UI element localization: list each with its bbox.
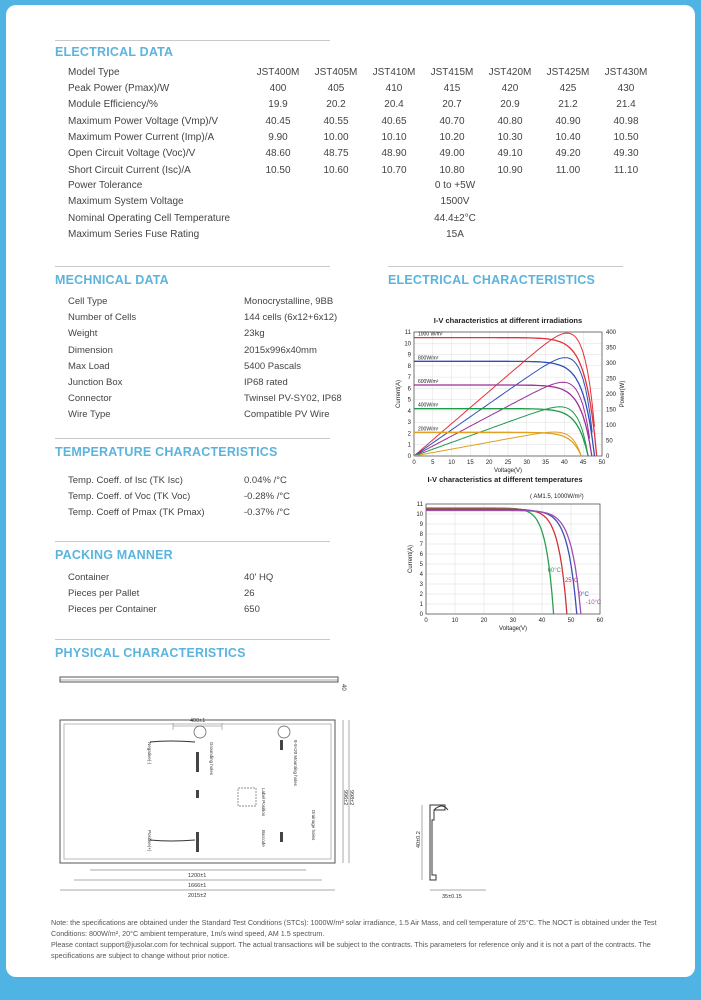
electrical-cell: 49.20: [555, 148, 581, 160]
electrical-cell: 410: [385, 83, 403, 94]
module-drawing: [50, 670, 690, 905]
y2-tick-label: 100: [606, 423, 617, 429]
y-tick-label: 4: [407, 408, 411, 415]
electrical-row-label: Maximum Power Voltage (Vmp)/V: [68, 115, 219, 127]
x-tick-label: 40: [561, 460, 568, 466]
electrical-data-title: ELECTRICAL DATA: [55, 45, 174, 59]
y-tick-label: 7: [407, 375, 411, 382]
electrical-shared-value: 15A: [446, 228, 464, 240]
electrical-cell: 40.45: [265, 115, 291, 127]
electrical-cell: 10.90: [497, 164, 523, 176]
mechanical-label: Wire Type: [68, 409, 111, 421]
y-tick-label: 11: [416, 502, 423, 508]
electrical-cell: 10.50: [265, 164, 291, 176]
electrical-characteristics-title: ELECTRICAL CHARACTERISTICS: [388, 273, 596, 287]
electrical-cell: 430: [617, 83, 635, 94]
chart-title: I-V characteristics at different temperatures: [427, 475, 583, 484]
x-tick-label: 25: [504, 460, 512, 466]
model-header: JST405M: [314, 67, 358, 78]
mechanical-value: Compatible PV Wire: [244, 409, 330, 421]
top-dim-label: 400±1: [190, 718, 206, 724]
mechanical-label: Connector: [68, 393, 112, 405]
mechanical-value: Monocrystalline, 9BB: [244, 296, 334, 307]
x-tick-label: 50: [567, 618, 575, 624]
y-tick-label: 2: [407, 431, 411, 438]
mounting-detail-circle: [278, 726, 290, 738]
electrical-cell: 40.90: [555, 115, 581, 127]
electrical-shared-label: Power Tolerance: [68, 180, 143, 191]
electrical-cell: 420: [501, 83, 519, 94]
electrical-row-label: Short Circuit Current (Isc)/A: [68, 164, 191, 176]
temperature-label: Temp. Coeff of Pmax (TK Pmax): [68, 507, 205, 519]
temperature-value: -0.28% /°C: [244, 491, 291, 503]
x-tick-label: 0: [412, 460, 416, 466]
series-label: 600W/m²: [418, 378, 439, 385]
y-tick-label: 4: [419, 572, 423, 578]
y-tick-label: 3: [419, 582, 423, 588]
mechanical-label: Weight: [68, 328, 98, 340]
mechanical-label: Dimension: [68, 344, 113, 356]
model-header: JST415M: [430, 67, 474, 78]
series-label: 60°C: [547, 568, 562, 574]
y2-axis-label: Power(W): [620, 380, 626, 408]
electrical-cell: 21.4: [616, 99, 636, 111]
electrical-shared-label: Maximum Series Fuse Rating: [68, 228, 200, 240]
model-type-label: Model Type: [68, 67, 120, 78]
electrical-cell: 9.90: [268, 131, 288, 143]
series-label: -10°C: [585, 600, 602, 606]
electrical-row-label: Peak Power (Pmax)/W: [68, 83, 170, 94]
mounting-holes-label: 8-9×20 Mounting holes: [293, 740, 298, 786]
electrical-cell: 10.60: [323, 164, 349, 176]
y-tick-label: 5: [407, 397, 411, 404]
y-tick-label: 1: [419, 602, 423, 608]
y-tick-label: 5: [419, 562, 423, 568]
y-tick-label: 7: [419, 542, 423, 548]
bottom-dim-1: 1200±1: [188, 873, 207, 879]
iv-curve-series: [414, 385, 592, 456]
physical-characteristics-title: PHYSICAL CHARACTERISTICS: [55, 646, 246, 660]
iv-curve-series: [426, 509, 567, 614]
electrical-divider: [55, 40, 330, 41]
series-label: 25°C: [564, 578, 579, 584]
electrical-cell: 10.80: [439, 164, 465, 176]
packing-label: Pieces per Container: [68, 604, 157, 616]
y-tick-label: 10: [416, 512, 423, 518]
mechanical-value: 23kg: [244, 328, 265, 340]
chart-annotation: ( AM1.5, 1000W/m²): [530, 494, 584, 500]
y-tick-label: 6: [419, 552, 423, 558]
model-header: JST420M: [488, 67, 532, 78]
series-label: 1000 W/m²: [418, 331, 443, 338]
y-tick-label: 8: [419, 532, 423, 538]
drainage-holes-label: Drainage holes: [311, 810, 316, 841]
series-label: 400W/m²: [418, 402, 439, 409]
side-dim-label: 40: [340, 684, 346, 691]
x-tick-label: 10: [451, 618, 459, 624]
electrical-cell: 49.30: [613, 148, 639, 160]
y-tick-label: 10: [404, 341, 411, 348]
electrical-cell: 10.40: [555, 131, 581, 143]
electrical-cell: 10.70: [381, 164, 407, 176]
x-axis-label: Voltage(V): [498, 626, 528, 632]
y-tick-label: 1: [407, 442, 411, 449]
profile-height-label: 40±0.2: [416, 831, 422, 848]
iv-curve-series: [426, 511, 581, 615]
electrical-cell: 40.55: [323, 115, 349, 127]
x-tick-label: 10: [448, 460, 455, 466]
electrical-cell: 10.20: [439, 131, 465, 143]
model-header: JST400M: [256, 67, 300, 78]
model-header: JST430M: [604, 67, 648, 78]
temperature-value: 0.04% /°C: [244, 475, 287, 486]
iv-curve-series: [414, 432, 581, 456]
label-position-box: [238, 788, 256, 806]
electrical-cell: 11.00: [555, 164, 581, 176]
barcode-label: Barcode: [261, 830, 266, 847]
bottom-dim-3: 2015±2: [188, 893, 207, 899]
y2-tick-label: 0: [606, 454, 610, 460]
y2-tick-label: 400: [606, 330, 617, 336]
y2-tick-label: 50: [606, 438, 613, 445]
electrical-row-label: Module Efficiency/%: [68, 99, 158, 111]
y2-tick-label: 150: [606, 407, 617, 414]
electrical-cell: 40.70: [439, 115, 465, 127]
frame-profile: [430, 805, 445, 880]
x-tick-label: 0: [424, 618, 428, 624]
model-header: JST425M: [546, 67, 590, 78]
spec-note: Note: the specifications are obtained under the Standard Test Conditions (STCs): 1000W/m² solar irradiance, 1.5 Air Mass, and cell temperature of 25°C. The NOCT is obtained under the Test Conditions: 800W/m², 20°C ambient temperature, 1m/s wind speed, AM 1.5 spectrum.: [51, 918, 657, 938]
bottom-dim-2: 1666±1: [188, 883, 207, 889]
y2-tick-label: 300: [606, 361, 617, 367]
electrical-shared-value: 0 to +5W: [434, 180, 476, 191]
power-curve-series: [414, 407, 588, 456]
electrical-cell: 49.00: [439, 148, 465, 160]
electrical-cell: 10.50: [613, 131, 639, 143]
x-tick-label: 60: [596, 618, 604, 624]
electrical-cell: 10.00: [323, 131, 349, 143]
y-axis-label: Current(A): [408, 544, 414, 574]
electrical-char-divider: [388, 266, 623, 267]
packing-label: Pieces per Pallet: [68, 588, 140, 600]
y2-tick-label: 250: [606, 376, 617, 383]
electrical-shared-label: Maximum System Voltage: [68, 196, 184, 208]
packing-manner-title: PACKING MANNER: [55, 548, 173, 562]
mechanical-value: 2015x996x40mm: [244, 344, 317, 356]
electrical-cell: 19.9: [268, 99, 288, 111]
electrical-cell: 20.9: [500, 99, 520, 111]
x-tick-label: 30: [509, 618, 517, 624]
y-tick-label: 6: [407, 386, 411, 393]
electrical-cell: 400: [269, 83, 287, 94]
series-label: 0°C: [578, 592, 589, 598]
mechanical-value: 144 cells (6x12+6x12): [244, 312, 338, 324]
x-tick-label: 5: [431, 460, 435, 466]
electrical-cell: 21.2: [558, 99, 578, 111]
electrical-row-label: Maximum Power Current (Imp)/A: [68, 131, 215, 143]
electrical-cell: 415: [443, 83, 461, 94]
x-tick-label: 40: [538, 618, 546, 624]
packing-label: Container: [68, 572, 110, 583]
positive-label: Positive(+): [147, 830, 152, 852]
y-tick-label: 0: [407, 454, 411, 460]
x-tick-label: 45: [579, 460, 587, 466]
temperature-label: Temp. Coeff. of Voc (TK Voc): [68, 491, 191, 503]
packing-divider: [55, 541, 330, 542]
electrical-cell: 40.98: [613, 115, 639, 127]
series-label: 800W/m²: [418, 355, 439, 362]
temperature-label: Temp. Coeff. of Isc (TK Isc): [68, 475, 183, 486]
electrical-cell: 48.75: [323, 148, 349, 160]
mechanical-value: 5400 Pascals: [244, 360, 302, 372]
y-axis-label: Current(A): [396, 379, 402, 409]
y-tick-label: 0: [419, 612, 423, 618]
x-tick-label: 35: [542, 460, 549, 466]
physical-divider: [55, 639, 330, 640]
height-dim-outer: 998±2: [348, 790, 354, 806]
mechanical-divider: [55, 266, 330, 267]
electrical-cell: 20.2: [326, 99, 346, 111]
profile-width-label: 35±0.15: [442, 894, 462, 900]
packing-value: 650: [244, 604, 260, 616]
chart-subtitle: I-V characteristics at different irradiations: [433, 316, 583, 325]
temperature-characteristics-title: TEMPERATURE CHARACTERISTICS: [55, 445, 278, 459]
grounding-detail-circle: [194, 726, 206, 738]
temperature-value: -0.37% /°C: [244, 507, 291, 519]
electrical-cell: 11.10: [613, 164, 639, 176]
electrical-shared-value: 1500V: [440, 196, 470, 208]
mechanical-label: Max Load: [68, 360, 110, 372]
electrical-cell: 48.60: [265, 148, 291, 160]
mechanical-data-title: MECHNICAL DATA: [55, 273, 169, 287]
x-tick-label: 20: [480, 618, 488, 624]
electrical-cell: 49.10: [497, 148, 523, 160]
y-tick-label: 9: [419, 522, 423, 528]
electrical-cell: 10.30: [497, 131, 523, 143]
mechanical-label: Junction Box: [68, 377, 123, 388]
power-curve-series: [414, 432, 581, 456]
iv-temperature-chart: [378, 470, 638, 635]
electrical-cell: 40.80: [497, 115, 523, 127]
x-tick-label: 30: [523, 460, 531, 466]
electrical-cell: 10.10: [381, 131, 407, 143]
mechanical-value: Twinsel PV-SY02, IP68: [244, 393, 342, 405]
x-tick-label: 20: [485, 460, 493, 466]
y-tick-label: 8: [407, 363, 411, 370]
contact-note: Please contact support@jusolar.com for technical support. The actual transactions will be subject to the contracts. This parameters for reference only and it is not a part of the contracts. The specifications are subject to change without prior notice.: [51, 940, 651, 960]
x-tick-label: 15: [467, 460, 474, 466]
temperature-divider: [55, 438, 330, 439]
label-position-label: Label Position: [261, 788, 266, 817]
y-tick-label: 11: [404, 330, 411, 336]
y2-tick-label: 200: [606, 392, 617, 398]
electrical-shared-value: 44.4±2°C: [434, 212, 476, 224]
electrical-cell: 20.7: [442, 99, 462, 111]
side-view-frame: [60, 677, 338, 682]
height-dim-inner: 996±2: [342, 790, 348, 806]
x-tick-label: 50: [598, 460, 606, 466]
mechanical-label: Number of Cells: [68, 312, 137, 324]
packing-value: 26: [244, 588, 255, 600]
negative-label: Negative(-): [147, 742, 152, 765]
electrical-cell: 20.4: [384, 99, 404, 111]
iv-curve-series: [414, 338, 597, 456]
packing-value: 40' HQ: [244, 572, 274, 583]
electrical-cell: 48.90: [381, 148, 407, 160]
electrical-cell: 40.65: [381, 115, 407, 127]
electrical-cell: 425: [559, 83, 577, 94]
x-axis-label: Voltage(V): [493, 468, 523, 474]
model-header: JST410M: [372, 67, 416, 78]
mechanical-value: IP68 rated: [244, 377, 288, 388]
iv-curve-series: [426, 510, 577, 614]
electrical-shared-label: Nominal Operating Cell Temperature: [68, 212, 231, 224]
electrical-row-label: Open Circuit Voltage (Voc)/V: [68, 148, 196, 160]
electrical-cell: 405: [327, 83, 345, 94]
y-tick-label: 3: [407, 420, 411, 427]
series-label: 200W/m²: [418, 426, 439, 433]
mechanical-label: Cell Type: [68, 296, 108, 307]
grounding-holes-label: Grounding holes: [209, 742, 214, 776]
y2-tick-label: 350: [606, 345, 617, 352]
iv-irradiance-chart: [378, 300, 638, 475]
y-tick-label: 2: [419, 592, 423, 598]
y-tick-label: 9: [407, 352, 411, 359]
